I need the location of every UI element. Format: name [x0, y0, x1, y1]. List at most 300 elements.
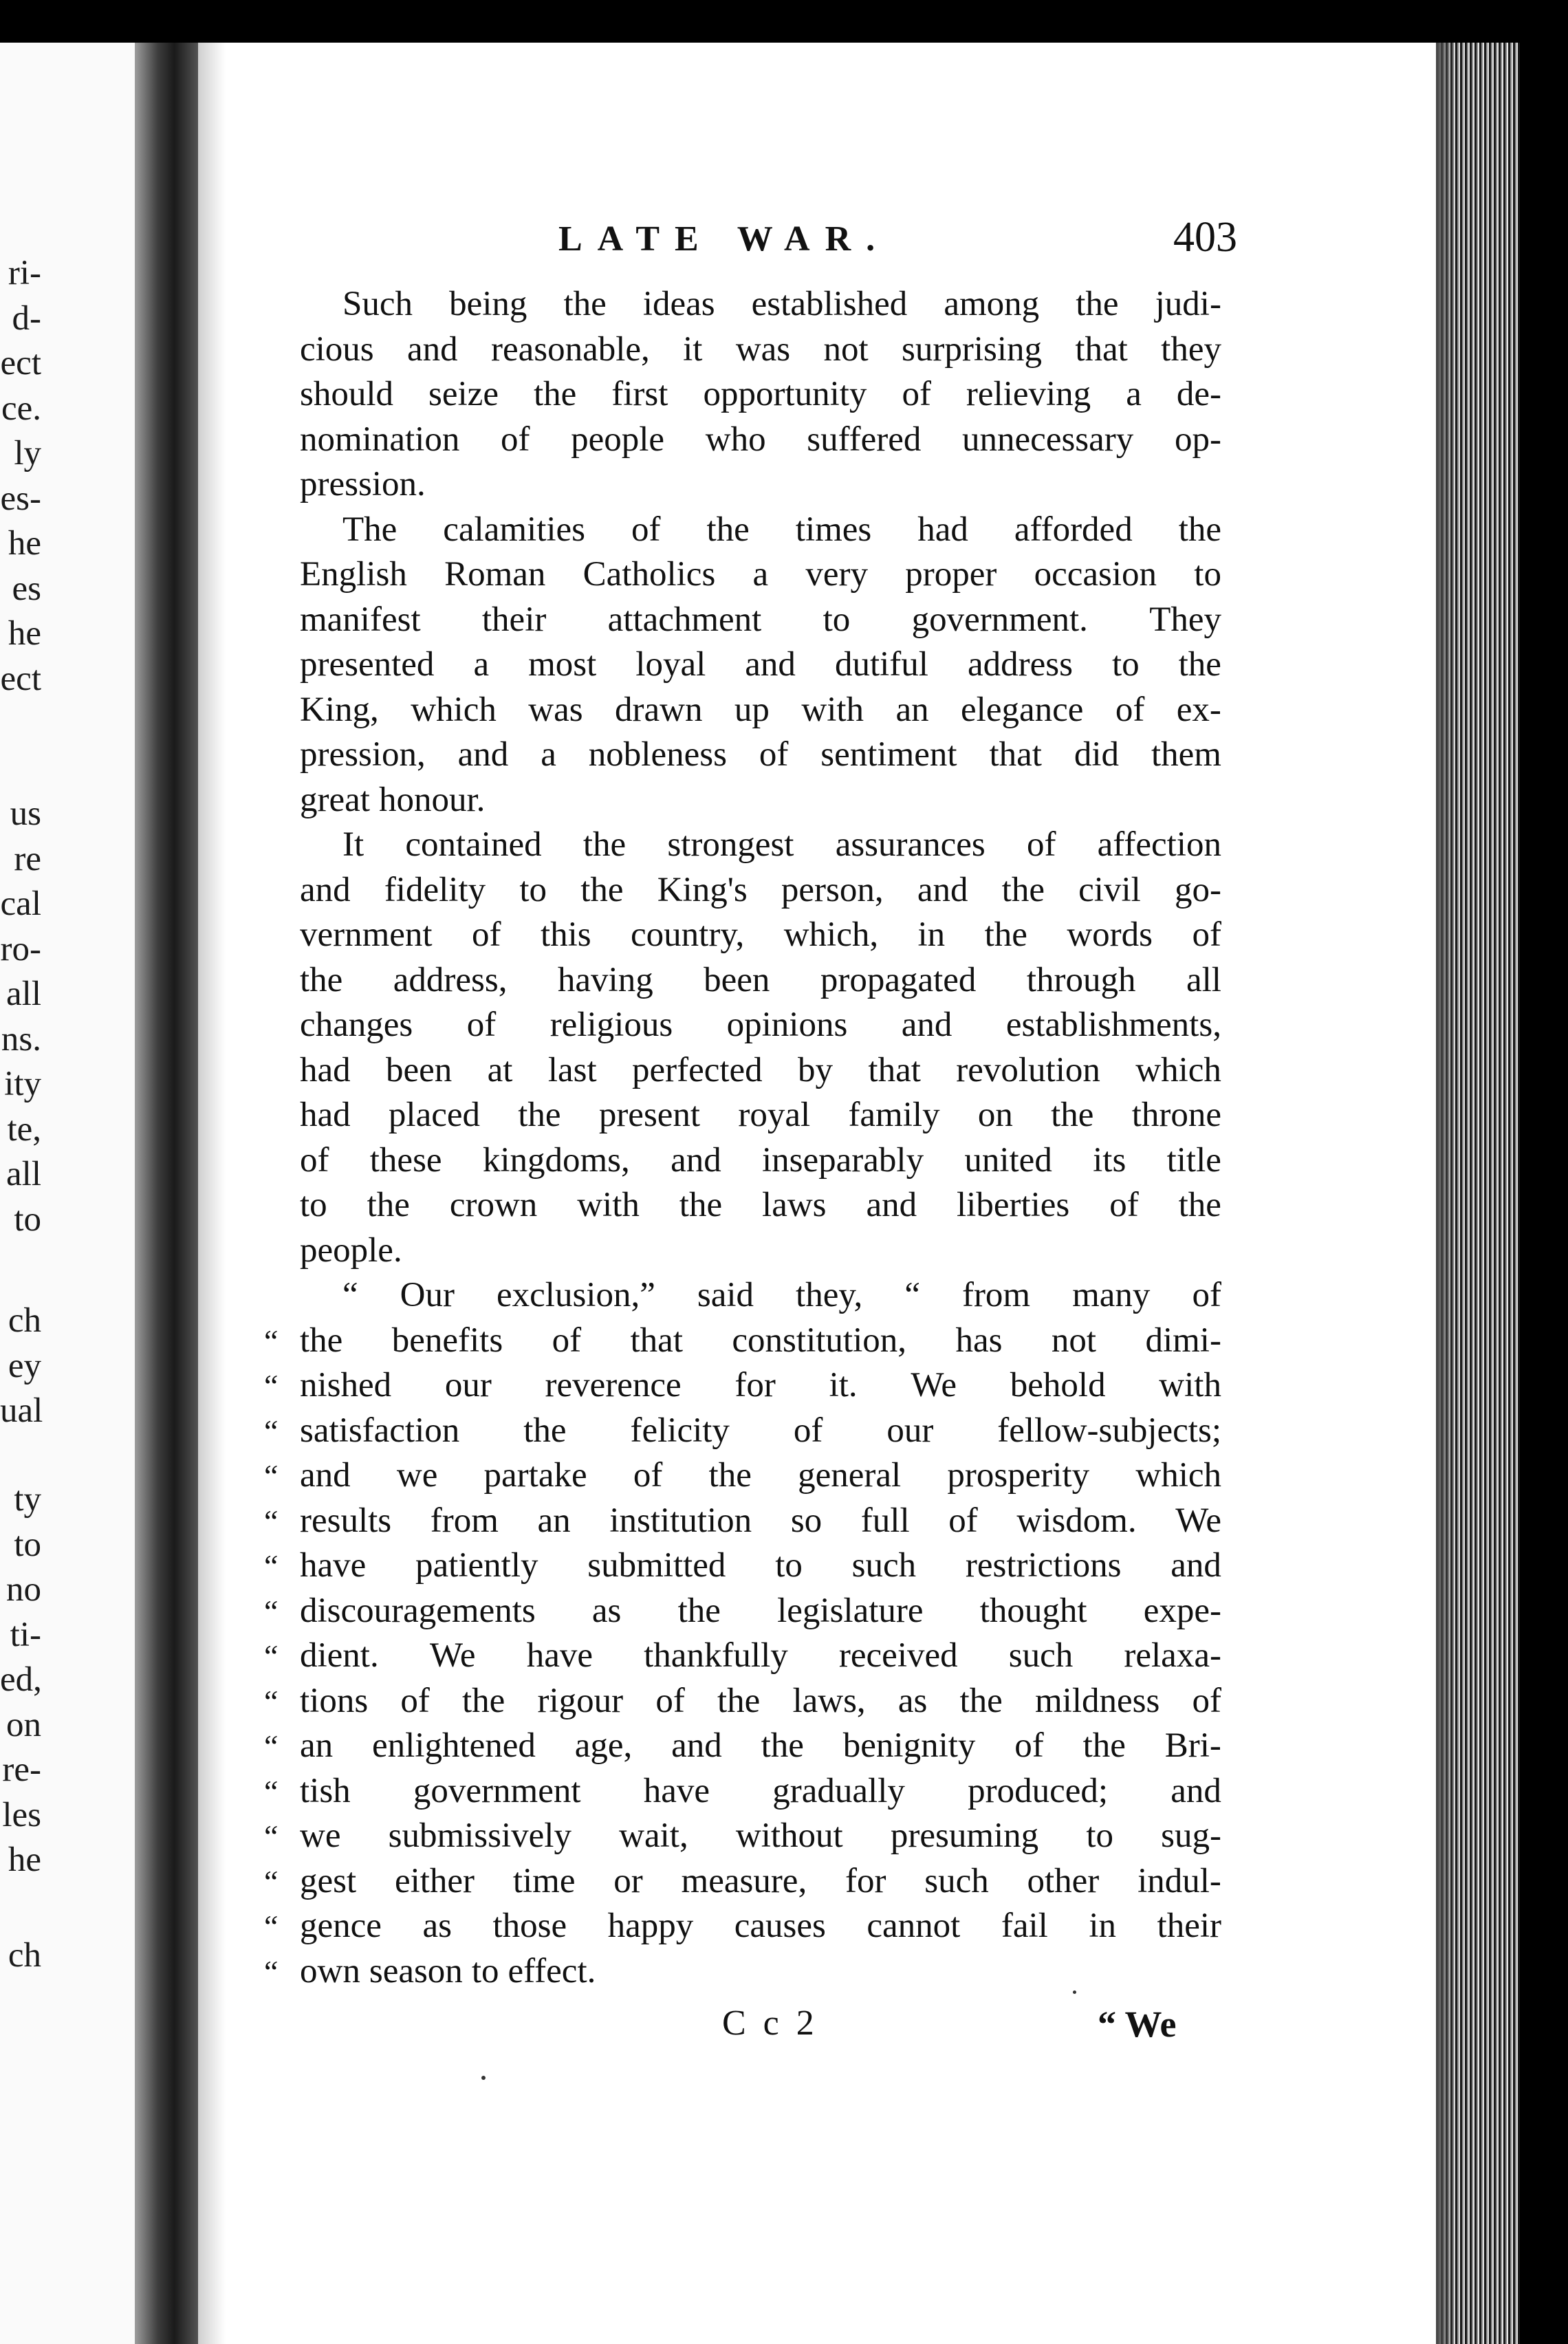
text-line: [264, 1679, 1221, 1724]
word: expe-: [1143, 1591, 1221, 1630]
word: up: [734, 690, 770, 729]
word: has: [955, 1321, 1003, 1360]
text-line: [300, 778, 1221, 823]
word: perfected: [632, 1050, 763, 1089]
word: presuming: [890, 1816, 1039, 1855]
word: to: [1111, 645, 1140, 684]
word: religious: [549, 1006, 673, 1044]
word: of: [793, 1411, 823, 1450]
text-line: [264, 1409, 1221, 1454]
word: gest: [300, 1861, 357, 1900]
word: they,: [796, 1276, 863, 1314]
word: benefits: [391, 1321, 503, 1360]
word: the: [1178, 1186, 1221, 1224]
facing-page-fragment: no: [6, 1570, 41, 1609]
word: with: [801, 690, 864, 729]
word: most: [528, 645, 597, 684]
facing-page-fragment: on: [6, 1705, 41, 1744]
word: government.: [911, 600, 1088, 639]
word: nished: [300, 1366, 392, 1404]
word: honour.: [378, 780, 486, 819]
word: family: [848, 1096, 940, 1134]
word: affection: [1097, 825, 1221, 864]
word: exclusion,”: [497, 1276, 655, 1314]
word: people: [571, 420, 665, 459]
word: establishments,: [1005, 1006, 1221, 1044]
word: our: [886, 1411, 934, 1450]
word: Such: [342, 285, 413, 323]
word: address: [967, 645, 1073, 684]
catchword: “ We: [1098, 2004, 1177, 2045]
marginal-quote-mark: “: [264, 1773, 279, 1809]
word: “: [342, 1276, 358, 1314]
word: civil: [1078, 870, 1141, 909]
word: opportunity: [703, 375, 867, 413]
facing-page-fragment: te,: [7, 1109, 41, 1149]
word: such: [924, 1861, 989, 1900]
word: changes: [300, 1006, 413, 1044]
word: own: [300, 1951, 360, 1990]
word: and: [745, 645, 796, 684]
word: the: [1001, 870, 1045, 909]
word: an: [895, 690, 929, 729]
word: partake: [483, 1456, 587, 1495]
word: crown: [449, 1186, 538, 1224]
marginal-quote-mark: “: [264, 1368, 279, 1403]
word: felicity: [630, 1411, 730, 1450]
word: which: [1135, 1456, 1221, 1495]
word: and: [917, 870, 968, 909]
word: of: [1109, 1186, 1139, 1224]
word: and: [901, 1006, 952, 1044]
word: laws: [762, 1186, 827, 1224]
word: by: [798, 1050, 834, 1089]
word: restrictions: [965, 1546, 1122, 1585]
word: We: [429, 1636, 476, 1675]
facing-page-fragment: all: [6, 975, 41, 1013]
word: suffered: [807, 420, 922, 459]
word: person,: [781, 870, 884, 909]
word: we: [396, 1456, 438, 1495]
word: of: [1026, 825, 1056, 864]
word: royal: [738, 1096, 811, 1134]
text-line: [264, 1318, 1221, 1364]
word: They: [1149, 600, 1221, 639]
word: It: [342, 825, 364, 864]
word: of: [1014, 1726, 1044, 1765]
word: have: [643, 1771, 710, 1810]
page-number: 403: [1173, 214, 1237, 261]
word: the: [523, 1411, 567, 1450]
word: elegance: [961, 690, 1084, 729]
marginal-quote-mark: “: [264, 1458, 279, 1493]
marginal-quote-mark: “: [264, 1413, 279, 1448]
word: in: [1089, 1907, 1117, 1945]
word: address,: [393, 960, 508, 999]
word: age,: [574, 1726, 633, 1765]
text-line: [264, 1769, 1221, 1814]
word: should: [300, 375, 394, 413]
text-line: [300, 372, 1221, 417]
word: that: [1075, 329, 1128, 369]
facing-page-fragment: ect: [0, 659, 41, 698]
word: submissively: [388, 1816, 571, 1855]
word: pression.: [300, 465, 426, 503]
text-line: [300, 508, 1221, 553]
word: the: [984, 915, 1027, 954]
word: very: [805, 555, 869, 594]
word: King,: [300, 690, 379, 729]
word: the: [462, 1681, 505, 1720]
text-line: [300, 1093, 1221, 1138]
word: of: [759, 735, 789, 774]
text-line: [300, 327, 1221, 373]
word: this: [540, 915, 591, 954]
fore-edge-shadow: [1436, 43, 1457, 2344]
word: our: [444, 1366, 492, 1404]
word: presented: [300, 645, 435, 684]
word: fidelity: [384, 870, 486, 909]
word: which,: [783, 915, 879, 954]
word: of: [1192, 915, 1221, 954]
word: with: [577, 1186, 640, 1224]
word: the: [708, 1456, 752, 1495]
word: laws,: [792, 1681, 866, 1720]
word: the: [518, 1096, 561, 1134]
word: pression,: [300, 735, 426, 774]
word: submitted: [587, 1546, 726, 1585]
word: prosperity: [947, 1456, 1090, 1495]
word: title: [1166, 1140, 1221, 1180]
word: gradually: [772, 1771, 905, 1810]
word: to: [775, 1546, 803, 1585]
word: their: [1157, 1907, 1221, 1945]
word: of: [400, 1681, 430, 1720]
book-gutter: [135, 43, 201, 2344]
word: and: [866, 1186, 917, 1224]
text-line: [264, 1453, 1221, 1499]
word: in: [917, 915, 946, 954]
word: dient.: [300, 1636, 379, 1675]
marginal-quote-mark: “: [264, 1683, 279, 1719]
word: the: [580, 870, 624, 909]
word: loyal: [635, 645, 706, 684]
word: legislature: [777, 1591, 924, 1630]
facing-page-fragment: ty: [14, 1480, 41, 1519]
word: the: [563, 285, 607, 323]
text-line: [264, 1589, 1221, 1634]
word: general: [798, 1456, 902, 1495]
word: of: [300, 1140, 329, 1180]
word: a: [473, 645, 490, 684]
word: wisdom.: [1016, 1501, 1137, 1540]
word: afforded: [1014, 510, 1133, 549]
facing-page-fragment: les: [2, 1795, 41, 1834]
word: contained: [405, 825, 542, 864]
word: the: [1178, 510, 1221, 549]
word: opinions: [726, 1006, 848, 1044]
word: them: [1151, 735, 1221, 774]
word: indul-: [1137, 1861, 1221, 1900]
word: placed: [388, 1096, 480, 1134]
word: of: [552, 1321, 582, 1360]
word: and: [300, 870, 351, 909]
word: either: [394, 1861, 475, 1900]
text-line: [300, 1003, 1221, 1048]
text-line: [300, 642, 1221, 688]
word: kingdoms,: [482, 1140, 630, 1180]
word: the: [717, 1681, 761, 1720]
text-line: [300, 462, 1221, 508]
text-line: [264, 1543, 1221, 1589]
word: of: [655, 1681, 685, 1720]
facing-page-fragment: he: [8, 614, 41, 653]
word: unnecessary: [962, 420, 1134, 459]
text-line: [264, 1904, 1221, 1949]
word: the: [959, 1681, 1003, 1720]
marginal-quote-mark: “: [264, 1863, 279, 1899]
word: judi-: [1155, 285, 1221, 323]
word: drawn: [615, 690, 703, 729]
text-line: [264, 1724, 1221, 1769]
word: measure,: [681, 1861, 807, 1900]
facing-page-fragment: ns.: [1, 1019, 41, 1059]
word: The: [342, 510, 398, 549]
word: the: [1178, 645, 1221, 684]
word: and: [671, 1140, 721, 1180]
word: dimi-: [1145, 1321, 1221, 1360]
word: cious: [300, 329, 374, 369]
word: established: [751, 285, 908, 323]
word: fail: [1001, 1907, 1048, 1945]
word: of: [472, 915, 501, 954]
word: who: [705, 420, 766, 459]
word: on: [977, 1096, 1013, 1134]
word: proper: [905, 555, 997, 594]
word: the: [677, 1591, 721, 1630]
facing-page-fragment: re-: [2, 1750, 41, 1789]
word: and: [1170, 1771, 1221, 1810]
text-line: [300, 282, 1221, 327]
word: of: [466, 1006, 497, 1044]
ink-speck: [481, 2076, 486, 2080]
word: and: [671, 1726, 722, 1765]
marginal-quote-mark: “: [264, 1953, 279, 1989]
word: and: [1170, 1546, 1221, 1585]
word: they: [1161, 329, 1221, 369]
word: government: [413, 1771, 581, 1810]
facing-page-fragment: all: [6, 1155, 41, 1193]
word: as: [422, 1907, 452, 1945]
word: the: [706, 510, 750, 549]
word: vernment: [300, 915, 433, 954]
word: Roman: [444, 555, 546, 594]
word: an: [300, 1726, 334, 1765]
word: the: [761, 1726, 804, 1765]
word: not: [823, 329, 869, 369]
facing-page-fragment: ri-: [8, 254, 41, 292]
word: such: [851, 1546, 917, 1585]
text-line: [300, 823, 1221, 868]
word: nomination: [300, 420, 460, 459]
word: and: [407, 329, 458, 369]
text-line: [264, 1634, 1221, 1679]
facing-page-fragment: he: [8, 524, 41, 563]
facing-page-fragment: to: [14, 1200, 41, 1239]
word: full: [860, 1501, 910, 1540]
word: thought: [979, 1591, 1087, 1630]
text-line: [300, 1228, 1221, 1274]
word: those: [492, 1907, 567, 1945]
text-line: [300, 1183, 1221, 1228]
facing-page-fragment: d-: [12, 299, 41, 338]
word: seize: [428, 375, 499, 413]
word: institution: [609, 1501, 752, 1540]
word: that: [989, 735, 1042, 774]
word: united: [964, 1140, 1052, 1180]
text-line: [264, 1949, 1221, 1995]
word: for: [734, 1366, 776, 1404]
marginal-quote-mark: “: [264, 1503, 279, 1539]
word: to: [519, 870, 547, 909]
word: of: [1192, 1681, 1221, 1720]
text-line: [264, 1814, 1221, 1859]
word: relieving: [966, 375, 1091, 413]
word: the: [300, 1321, 343, 1360]
text-line: [264, 1859, 1221, 1905]
word: to: [300, 1186, 327, 1224]
word: all: [1186, 960, 1221, 999]
word: to: [823, 600, 851, 639]
text-line: [264, 1363, 1221, 1409]
word: cannot: [867, 1907, 961, 1945]
word: the: [1082, 1726, 1126, 1765]
word: of: [631, 510, 661, 549]
word: satisfaction: [300, 1411, 460, 1450]
marginal-quote-mark: “: [264, 1638, 279, 1673]
word: of: [902, 375, 931, 413]
word: said: [697, 1276, 754, 1314]
word: without: [735, 1816, 843, 1855]
facing-page-fragment: es: [12, 569, 41, 608]
word: of: [633, 1456, 663, 1495]
word: first: [611, 375, 668, 413]
word: a: [1126, 375, 1142, 413]
word: which: [411, 690, 497, 729]
word: from: [961, 1276, 1031, 1314]
word: effect.: [508, 1951, 596, 1990]
word: Our: [400, 1276, 455, 1314]
facing-page-fragment: re: [14, 839, 41, 878]
text-line: [300, 1048, 1221, 1094]
word: Bri-: [1164, 1726, 1221, 1765]
word: happy: [607, 1907, 694, 1945]
word: had: [300, 1096, 351, 1134]
ink-speck: [1073, 1990, 1076, 1994]
word: had: [300, 1050, 351, 1089]
word: causes: [734, 1907, 826, 1945]
word: from: [430, 1501, 499, 1540]
facing-page-fragment: ce.: [1, 389, 41, 428]
word: the: [679, 1186, 723, 1224]
word: liberties: [957, 1186, 1070, 1224]
signature-mark: C c 2: [722, 2004, 818, 2043]
word: “: [904, 1276, 920, 1314]
text-line: [300, 732, 1221, 778]
word: go-: [1175, 870, 1221, 909]
word: not: [1051, 1321, 1097, 1360]
facing-page-fragment: ey: [8, 1346, 41, 1385]
word: a: [541, 735, 556, 774]
word: these: [369, 1140, 442, 1180]
word: tions: [300, 1681, 369, 1720]
word: of: [1192, 1276, 1221, 1314]
word: that: [630, 1321, 683, 1360]
word: We: [1175, 1501, 1221, 1540]
word: mildness: [1035, 1681, 1160, 1720]
word: its: [1093, 1140, 1126, 1180]
word: results: [300, 1501, 392, 1540]
word: of: [948, 1501, 978, 1540]
word: Catholics: [582, 555, 716, 594]
text-line: [300, 1273, 1221, 1318]
facing-page-fragment: ed,: [0, 1660, 42, 1699]
word: to: [1194, 555, 1221, 594]
word: many: [1072, 1276, 1151, 1314]
word: we: [300, 1816, 341, 1855]
facing-page-fragment: ch: [8, 1301, 41, 1340]
word: rigour: [537, 1681, 624, 1720]
word: constitution,: [732, 1321, 907, 1360]
word: surprising: [902, 329, 1042, 369]
text-line: [264, 1499, 1221, 1544]
word: the: [533, 375, 577, 413]
word: last: [547, 1050, 597, 1089]
word: reverence: [545, 1366, 682, 1404]
facing-page-fragment: ity: [4, 1065, 41, 1103]
word: among: [944, 285, 1040, 323]
word: discouragements: [300, 1591, 536, 1630]
word: with: [1159, 1366, 1221, 1404]
word: produced;: [968, 1771, 1109, 1810]
word: have: [526, 1636, 593, 1675]
word: relaxa-: [1124, 1636, 1221, 1675]
word: King's: [657, 870, 748, 909]
text-line: [300, 958, 1221, 1003]
word: behold: [1010, 1366, 1106, 1404]
text-line: [300, 417, 1221, 463]
text-line: [300, 688, 1221, 733]
facing-page-fragment: ly: [14, 434, 41, 473]
word: being: [449, 285, 527, 323]
body-text: [264, 282, 1221, 1994]
scanner-background-right: [1520, 0, 1568, 2344]
facing-page-fragment: ch: [8, 1936, 41, 1975]
word: thankfully: [644, 1636, 788, 1675]
word: that: [868, 1050, 921, 1089]
word: been: [386, 1050, 453, 1089]
word: a: [752, 555, 769, 594]
word: or: [613, 1861, 643, 1900]
word: ideas: [642, 285, 715, 323]
facing-page-fragment: ro-: [0, 929, 41, 968]
word: tish: [300, 1771, 351, 1810]
word: wait,: [619, 1816, 688, 1855]
word: and: [300, 1456, 351, 1495]
word: the: [1051, 1096, 1094, 1134]
word: throne: [1131, 1096, 1221, 1134]
word: gence: [300, 1907, 382, 1945]
